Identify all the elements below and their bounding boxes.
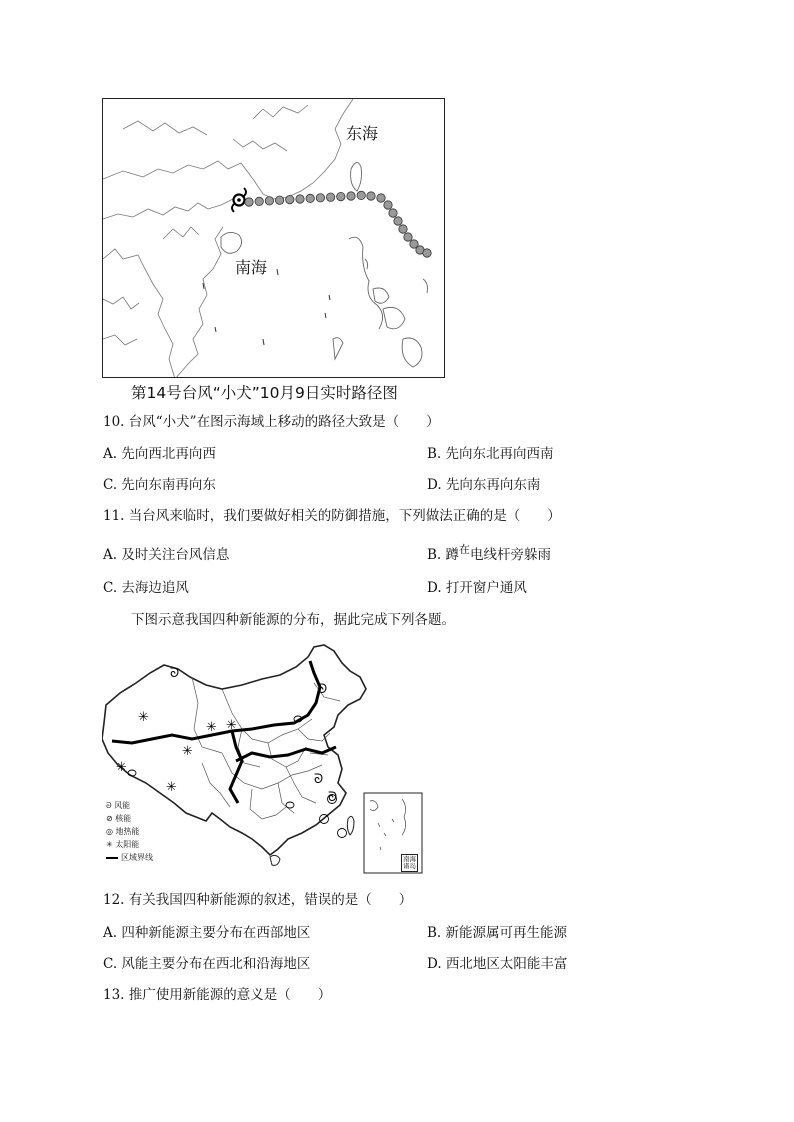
q11-option-a: A. 及时关注台风信息	[103, 547, 230, 563]
legend-wind-label: 风能	[114, 801, 131, 810]
nuclear-icon	[338, 829, 347, 838]
track-point	[404, 233, 412, 241]
q12-option-d: D. 西北地区太阳能丰富	[427, 956, 568, 972]
energy-intro-text: 下图示意我国四种新能源的分布，据此完成下列各题。	[131, 612, 455, 628]
legend-geothermal-label: 地热能	[115, 827, 140, 836]
inset-label-line1: 南海	[403, 855, 416, 863]
legend-solar-label: 太阳能	[115, 840, 140, 849]
wind-icon: ᘐ	[328, 790, 338, 805]
east-sea-label: 东海	[346, 124, 379, 143]
track-point	[286, 195, 294, 203]
q11-option-d: D. 打开窗户通风	[427, 580, 527, 596]
q12-option-b: B. 新能源属可再生能源	[427, 925, 568, 941]
geothermal-icon: ◎	[106, 827, 116, 836]
solar-icon: ✳	[182, 744, 193, 759]
legend-wind	[106, 800, 130, 811]
track-point	[399, 225, 407, 233]
typhoon-track	[245, 191, 431, 257]
track-point	[389, 209, 397, 217]
wind-icon: ᘐ	[318, 682, 328, 697]
solar-icon: ✳	[226, 718, 237, 733]
inset-label-line2: 诸岛	[403, 862, 416, 870]
solar-icon: ✳	[116, 760, 127, 775]
wind-icon: ᘐ	[106, 801, 115, 810]
track-point	[394, 217, 402, 225]
solar-icon: ✳	[106, 840, 116, 849]
track-point	[423, 249, 431, 257]
geothermal-icon	[286, 802, 294, 808]
typhoon-symbol-icon	[232, 188, 246, 212]
boundary-line-icon	[106, 857, 118, 859]
wind-icon: ᘐ	[170, 666, 180, 681]
taiwan-outline	[351, 162, 362, 191]
track-point	[357, 191, 365, 199]
legend-solar	[106, 839, 139, 850]
track-point	[245, 198, 253, 206]
question-11-stem: 11. 当台风来临时，我们要做好相关的防御措施，下列做法正确的是（ ）	[103, 508, 561, 524]
legend-boundary-label: 区域界线	[121, 853, 153, 862]
solar-icon: ✳	[138, 710, 149, 725]
legend-geothermal	[106, 826, 140, 837]
q11-option-c: C. 去海边追风	[103, 580, 189, 596]
track-point	[367, 192, 375, 200]
question-12-stem: 12. 有关我国四种新能源的叙述，错误的是（ ）	[103, 892, 413, 908]
q10-option-a: A. 先向西北再向西	[103, 446, 216, 462]
region-boundary-qinling	[236, 747, 336, 761]
question-10-stem: 10. 台风“小犬”在图示海域上移动的路径大致是（ ）	[103, 414, 440, 430]
geothermal-icon	[128, 770, 136, 776]
track-point	[384, 201, 392, 209]
q11-option-b-prefix: B. 蹲	[427, 547, 460, 563]
legend-nuclear-label: 核能	[115, 814, 132, 823]
q12-option-c: C. 风能主要分布在西北和沿海地区	[103, 956, 311, 972]
wind-icon: ᘐ	[314, 772, 324, 787]
track-point	[377, 194, 385, 202]
question-13-stem: 13. 推广使用新能源的意义是（ ）	[103, 987, 332, 1003]
q12-option-a: A. 四种新能源主要分布在西部地区	[103, 925, 311, 941]
q10-option-c: C. 先向东南再向东	[103, 477, 216, 493]
china-map-graphic	[102, 643, 424, 876]
china-energy-map	[102, 643, 424, 876]
q11-option-b-superscript: 在	[459, 543, 471, 556]
south-sea-label: 南海	[235, 258, 268, 277]
track-point	[265, 197, 273, 205]
region-boundary-west	[230, 731, 242, 803]
solar-icon: ✳	[166, 780, 177, 795]
track-point	[275, 196, 283, 204]
nuclear-icon: ⊘	[106, 814, 116, 823]
legend-boundary	[106, 852, 153, 863]
track-point	[306, 194, 314, 202]
track-point	[347, 192, 355, 200]
figure1-caption: 第14号台风“小犬”10月9日实时路径图	[131, 384, 398, 402]
q11-option-b	[427, 543, 552, 565]
track-point	[255, 197, 263, 205]
track-point	[326, 193, 334, 201]
typhoon-map-graphic	[103, 99, 445, 378]
philippines-outline	[333, 237, 428, 367]
track-point	[296, 195, 304, 203]
q10-option-d: D. 先向东再向东南	[427, 477, 541, 493]
typhoon-track-map	[102, 98, 445, 378]
track-point	[316, 194, 324, 202]
track-point	[337, 192, 345, 200]
q11-option-b-suffix: 电线杆旁躲雨	[470, 547, 552, 563]
solar-icon: ✳	[206, 720, 217, 735]
legend-nuclear	[106, 813, 131, 824]
inset-label	[401, 854, 418, 872]
hainan-island-outline	[221, 232, 242, 253]
q10-option-b: B. 先向东北再向西南	[427, 446, 554, 462]
